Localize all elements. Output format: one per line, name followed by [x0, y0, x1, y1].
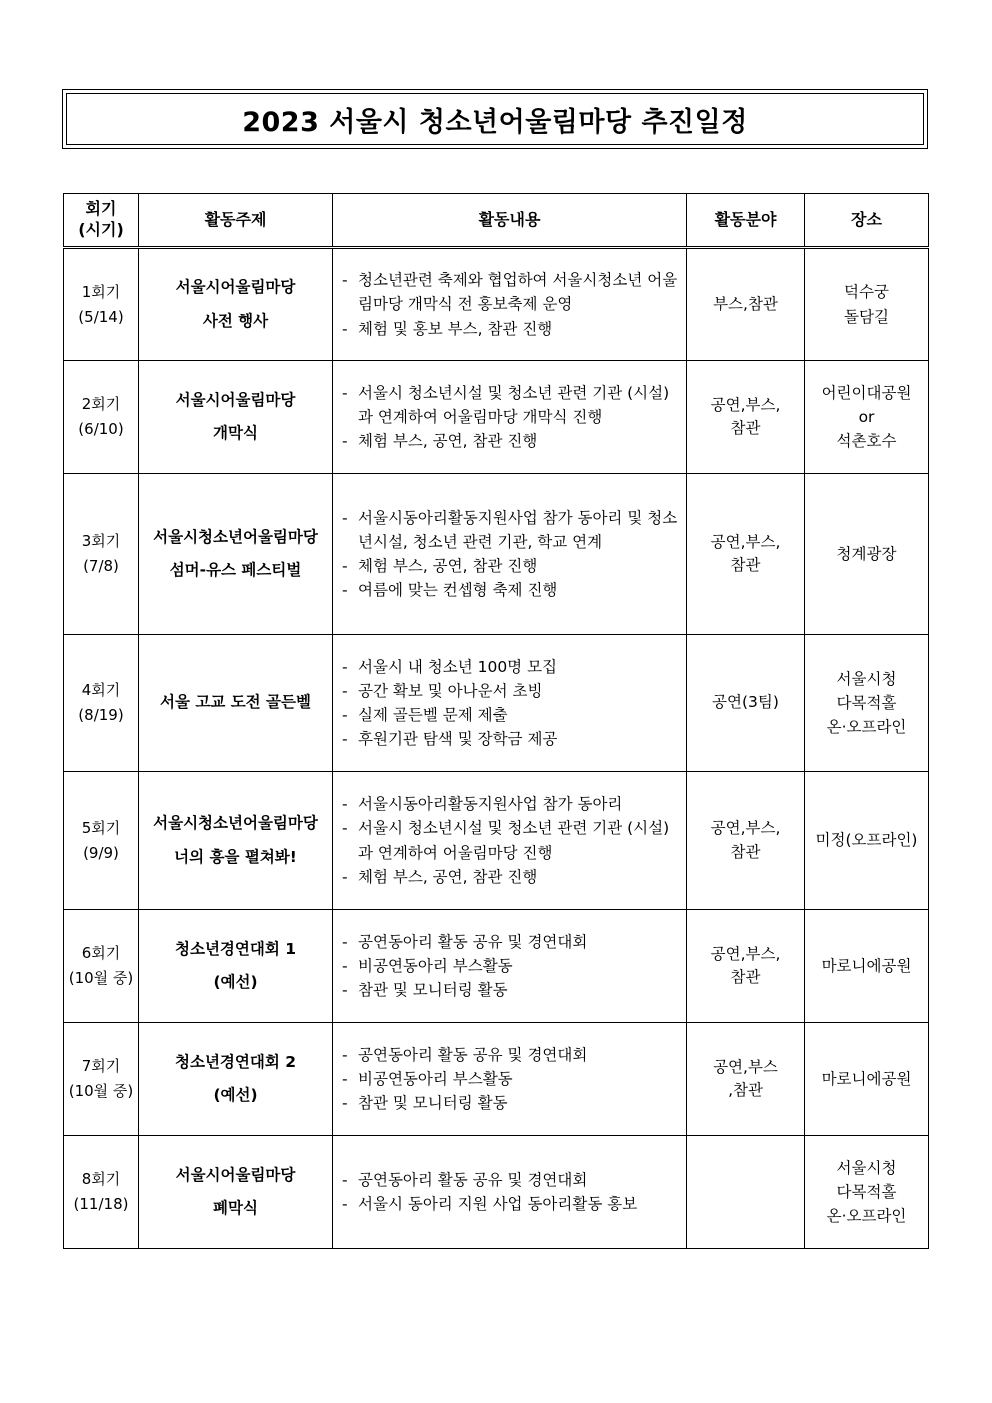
field-cell	[687, 635, 805, 772]
table-row	[64, 635, 929, 772]
content-item	[342, 978, 680, 1002]
theme-line: 사전 행사	[202, 311, 269, 330]
title-inner-border	[66, 93, 924, 145]
content-item-text: 서울시 동아리 지원 사업 동아리활동 홍보	[358, 1195, 638, 1213]
round-label: 2회기	[81, 395, 121, 414]
content-item-text: 공간 확보 및 아나운서 초빙	[358, 681, 543, 700]
content-item-text: 여름에 맞는 컨셉형 축제 진행	[358, 581, 558, 600]
round-date: (10월 중)	[68, 1082, 134, 1100]
content-cell	[333, 474, 687, 635]
content-item	[342, 865, 680, 889]
content-item-text: 체험 부스, 공연, 참관 진행	[358, 557, 538, 575]
field-line: 공연,부스,	[710, 944, 781, 963]
table-row	[64, 910, 929, 1023]
round-label: 4회기	[81, 681, 121, 700]
field-line: 공연,부스,	[710, 532, 781, 551]
theme-cell	[139, 474, 333, 635]
field-line: 참관	[730, 842, 761, 861]
field-cell	[687, 1023, 805, 1136]
round-date: (8/19)	[78, 706, 124, 724]
place-cell	[805, 1136, 929, 1249]
content-item	[342, 381, 680, 429]
field-cell	[687, 361, 805, 474]
place-line: 다목적홀	[836, 1182, 897, 1201]
place-cell	[805, 474, 929, 635]
content-item	[342, 930, 680, 954]
bullet-dash: -	[342, 1094, 348, 1112]
content-item	[342, 1091, 680, 1115]
bullet-dash: -	[342, 1069, 348, 1088]
field-line: 참관	[730, 419, 761, 437]
place-line: 마로니에공원	[821, 1069, 912, 1088]
place-cell	[805, 361, 929, 474]
place-line: 덕수궁	[844, 283, 889, 302]
content-item	[342, 727, 680, 751]
place-line: 온·오프라인	[826, 1207, 907, 1225]
bullet-dash: -	[342, 557, 348, 575]
content-item	[342, 317, 680, 341]
content-item-text: 서울시동아리활동지원사업 참가 동아리	[358, 795, 623, 814]
bullet-dash: -	[342, 730, 348, 749]
theme-line: 폐막식	[213, 1199, 258, 1217]
theme-cell	[139, 248, 333, 361]
theme-line: 서울시어울림마당	[175, 278, 296, 297]
round-cell	[64, 635, 139, 772]
field-cell	[687, 772, 805, 910]
content-cell	[333, 772, 687, 910]
place-cell	[805, 910, 929, 1023]
content-item-text: 실제 골든벨 문제 제출	[358, 706, 508, 724]
field-line: 참관	[730, 968, 761, 986]
header-content: 활동내용	[333, 194, 687, 248]
content-item-text: 체험 부스, 공연, 참관 진행	[358, 867, 538, 886]
header-round-line1: 회기	[85, 199, 117, 219]
header-round-line2: (시기)	[78, 220, 124, 239]
theme-cell	[139, 772, 333, 910]
bullet-dash: -	[342, 432, 348, 450]
round-label: 3회기	[81, 532, 121, 551]
place-line: 서울시청	[836, 1158, 897, 1177]
content-item-text: 공연동아리 활동 공유 및 경연대회	[358, 1170, 588, 1189]
theme-line: 너의 흥을 펼쳐봐!	[174, 847, 297, 866]
content-item	[342, 954, 680, 978]
round-label: 6회기	[81, 944, 121, 963]
content-item	[342, 429, 680, 453]
field-line: 참관	[730, 556, 761, 574]
content-item-text: 청소년관련 축제와 협업하여 서울시청소년 어울림마당 개막식 전 홍보축제 운영	[358, 271, 678, 314]
content-item	[342, 703, 680, 727]
field-line: ,참관	[728, 1081, 763, 1099]
place-cell	[805, 772, 929, 910]
round-cell	[64, 1136, 139, 1249]
content-item	[342, 655, 680, 679]
header-round	[64, 194, 139, 248]
round-date: (11/18)	[73, 1195, 129, 1213]
field-cell	[687, 1136, 805, 1249]
place-line: 마로니에공원	[821, 956, 912, 975]
content-item-text: 참관 및 모니터링 활동	[358, 981, 508, 999]
content-cell	[333, 1136, 687, 1249]
content-item	[342, 1192, 680, 1216]
content-cell	[333, 910, 687, 1023]
content-item-text: 서울시 청소년시설 및 청소년 관련 기관 (시설)과 연계하여 어울림마당 진행	[358, 819, 670, 862]
place-line: 어린이대공원	[821, 383, 912, 402]
round-date: (9/9)	[83, 843, 119, 862]
content-item-text: 서울시동아리활동지원사업 참가 동아리 및 청소년시설, 청소년 관련 기관, 학교 연계	[358, 508, 678, 551]
table-header-row	[64, 194, 929, 248]
header-place: 장소	[805, 194, 929, 248]
place-line: 다목적홀	[836, 693, 897, 712]
place-line: 서울시청	[836, 669, 897, 688]
content-item	[342, 506, 680, 554]
field-cell	[687, 910, 805, 1023]
bullet-dash: -	[342, 681, 348, 700]
theme-cell	[139, 1023, 333, 1136]
theme-cell	[139, 635, 333, 772]
place-line: or	[858, 407, 875, 426]
title-box	[62, 89, 928, 149]
content-cell	[333, 248, 687, 361]
content-item-text: 체험 및 홍보 부스, 참관 진행	[358, 319, 553, 338]
content-item-text: 참관 및 모니터링 활동	[358, 1094, 508, 1112]
field-line: 공연,부스,	[710, 395, 781, 414]
header-theme: 활동주제	[139, 194, 333, 248]
content-cell	[333, 1023, 687, 1136]
bullet-dash: -	[342, 581, 348, 600]
round-cell	[64, 474, 139, 635]
table-row	[64, 772, 929, 910]
round-cell	[64, 1023, 139, 1136]
content-item-text: 공연동아리 활동 공유 및 경연대회	[358, 932, 588, 951]
content-item	[342, 268, 680, 316]
round-label: 7회기	[81, 1057, 121, 1076]
place-line: 미정(오프라인)	[815, 831, 918, 850]
field-cell	[687, 248, 805, 361]
bullet-dash: -	[342, 383, 348, 402]
theme-line: 서울시어울림마당	[175, 390, 296, 409]
round-date: (6/10)	[78, 420, 124, 438]
content-item	[342, 816, 680, 864]
bullet-dash: -	[342, 867, 348, 886]
theme-line: (예선)	[213, 973, 258, 991]
theme-line: (예선)	[213, 1086, 258, 1104]
round-label: 8회기	[81, 1170, 121, 1189]
theme-cell	[139, 361, 333, 474]
content-item-text: 서울시 내 청소년 100명 모집	[358, 657, 558, 676]
round-cell	[64, 361, 139, 474]
table-row	[64, 361, 929, 474]
round-cell	[64, 248, 139, 361]
content-item	[342, 1043, 680, 1067]
bullet-dash: -	[342, 706, 348, 724]
content-item-text: 비공연동아리 부스활동	[358, 1069, 513, 1088]
content-item-text: 비공연동아리 부스활동	[358, 956, 513, 975]
content-item-text: 서울시 청소년시설 및 청소년 관련 기관 (시설)과 연계하여 어울림마당 개막식 진행	[358, 383, 670, 426]
content-item-text: 후원기관 탐색 및 장학금 제공	[358, 730, 558, 749]
theme-cell	[139, 1136, 333, 1249]
bullet-dash: -	[342, 795, 348, 814]
table-row	[64, 1023, 929, 1136]
field-line: 공연,부스	[713, 1057, 778, 1076]
content-item-text: 체험 부스, 공연, 참관 진행	[358, 432, 538, 450]
round-cell	[64, 910, 139, 1023]
round-date: (10월 중)	[68, 969, 134, 987]
content-item	[342, 679, 680, 703]
place-cell	[805, 1023, 929, 1136]
round-label: 1회기	[81, 282, 121, 301]
content-item	[342, 554, 680, 578]
place-cell	[805, 248, 929, 361]
bullet-dash: -	[342, 932, 348, 951]
table-row	[64, 1136, 929, 1249]
theme-line: 서울시청소년어울림마당	[153, 814, 318, 833]
table-row	[64, 474, 929, 635]
theme-line: 섬머-유스 페스티벌	[169, 561, 302, 579]
bullet-dash: -	[342, 1045, 348, 1064]
table-body	[64, 248, 929, 1249]
content-item	[342, 578, 680, 602]
place-cell	[805, 635, 929, 772]
field-line: 공연(3팀)	[712, 693, 779, 712]
page-title: 2023 서울시 청소년어울림마당 추진일정	[242, 106, 748, 138]
theme-line: 서울시어울림마당	[175, 1165, 296, 1184]
bullet-dash: -	[342, 508, 348, 527]
theme-line: 서울 고교 도전 골든벨	[160, 693, 311, 712]
content-cell	[333, 361, 687, 474]
bullet-dash: -	[342, 319, 348, 338]
field-line: 부스,참관	[713, 294, 778, 313]
place-line: 돌담길	[844, 307, 889, 326]
bullet-dash: -	[342, 657, 348, 676]
round-label: 5회기	[81, 818, 121, 837]
theme-line: 서울시청소년어울림마당	[153, 527, 318, 546]
header-field: 활동분야	[687, 194, 805, 248]
content-item	[342, 1067, 680, 1091]
theme-line: 청소년경연대회 1	[175, 939, 296, 958]
round-date: (7/8)	[83, 557, 119, 575]
theme-line: 청소년경연대회 2	[175, 1052, 296, 1071]
content-item	[342, 1168, 680, 1192]
schedule-table	[63, 193, 929, 1249]
bullet-dash: -	[342, 271, 348, 290]
bullet-dash: -	[342, 1170, 348, 1189]
theme-line: 개막식	[213, 424, 258, 442]
field-line: 공연,부스,	[710, 819, 781, 838]
table-row	[64, 248, 929, 361]
field-cell	[687, 474, 805, 635]
bullet-dash: -	[342, 956, 348, 975]
round-date: (5/14)	[78, 307, 124, 326]
place-line: 온·오프라인	[826, 718, 907, 736]
content-cell	[333, 635, 687, 772]
content-item-text: 공연동아리 활동 공유 및 경연대회	[358, 1045, 588, 1064]
content-item	[342, 792, 680, 816]
bullet-dash: -	[342, 819, 348, 838]
theme-cell	[139, 910, 333, 1023]
bullet-dash: -	[342, 1195, 348, 1213]
round-cell	[64, 772, 139, 910]
place-line: 석촌호수	[836, 432, 897, 450]
place-line: 청계광장	[836, 544, 897, 563]
bullet-dash: -	[342, 981, 348, 999]
